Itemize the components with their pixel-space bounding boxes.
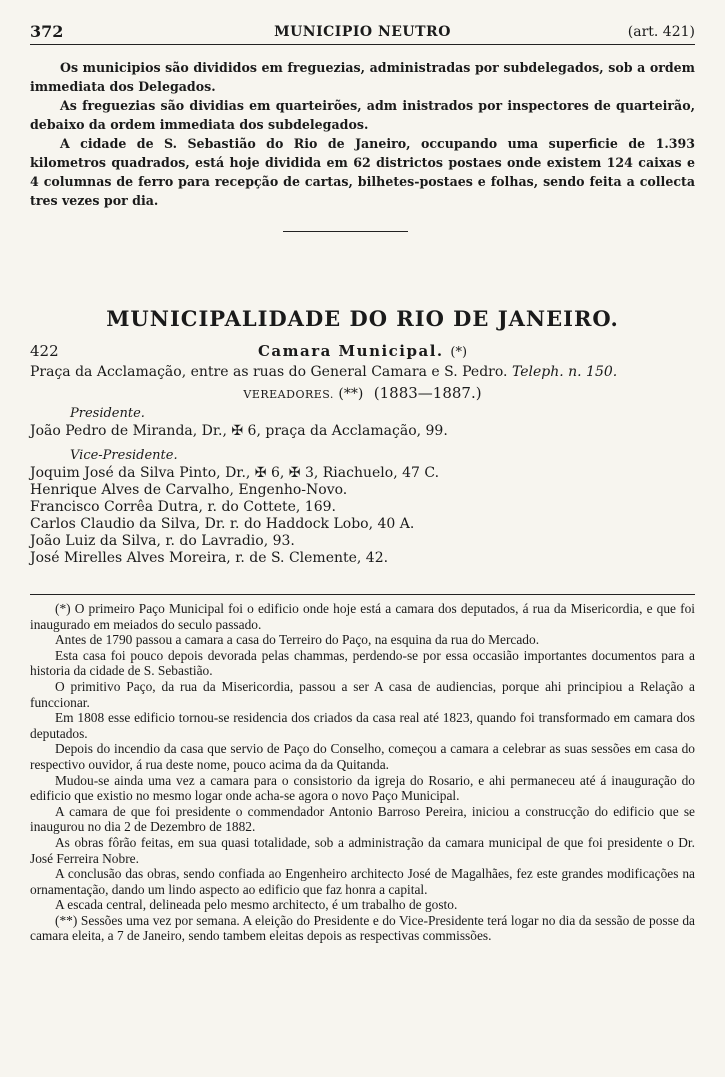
vereadores-heading bbox=[30, 384, 695, 406]
intro-paragraph: A cidade de S. Sebastião do Rio de Janeiro, occupando uma superficie de 1.393 kilometros quadrados, está hoje dividida em 62 districtos postaes onde existem 124 caixas e 4 columnas de ferro para recepção de cartas, bilhetes-postaes e folhas, sendo feita a collecta tres vezes por dia. bbox=[30, 136, 695, 208]
footnote-paragraph: O primitivo Paço, da rua da Misericordia, passou a ser A casa de audiencias, porque ahi principiou a Relação a funccionar. bbox=[30, 678, 695, 710]
vereadores-period: (1883—1887.) bbox=[373, 384, 482, 402]
footnote-paragraph: Esta casa foi pouco depois devorada pelas chammas, perdendo-se por essa occasião importantes documentos para a historia da cidade de S. Sebastião. bbox=[30, 647, 695, 679]
member-line: Francisco Corrêa Dutra, r. do Cottete, 169. bbox=[30, 499, 336, 515]
footnote-paragraph: Em 1808 esse edificio tornou-se residencia dos criados da casa real até 1823, quando foi transformado em camara dos deputados. bbox=[30, 710, 695, 741]
footnote-paragraph: A conclusão das obras, sendo confiada ao Engenheiro architecto José de Magalhães, fez este grandes modificações na ornamentação, dando um lindo aspecto ao edificio que faz honra a capital. bbox=[30, 866, 695, 897]
vereadores-label: VEREADORES. bbox=[243, 388, 334, 401]
entry-address: Praça da Acclamação, entre as ruas do General Camara e S. Pedro. bbox=[30, 364, 508, 380]
directory-entry bbox=[30, 342, 695, 567]
presidente-label: Presidente. bbox=[70, 406, 145, 421]
footnote-paragraph: As obras fôrão feitas, em sua quasi totalidade, sob a administração da camara municipal de que foi presidente o Dr. José Ferreira Nobre. bbox=[30, 834, 695, 866]
footnote-paragraph: A escada central, delineada pelo mesmo architecto, é um trabalho de gosto. bbox=[55, 897, 458, 913]
section-title: MUNICIPALIDADE DO RIO DE JANEIRO. bbox=[106, 306, 619, 331]
vereadores-footnote-mark: (**) bbox=[338, 386, 364, 402]
running-title: MUNICIPIO NEUTRO bbox=[274, 24, 451, 40]
entry-name-footnote-mark: (*) bbox=[450, 345, 468, 360]
member-line: José Mirelles Alves Moreira, r. de S. Clemente, 42. bbox=[30, 550, 389, 566]
footnote-divider bbox=[30, 594, 695, 595]
intro-paragraph: As freguezias são dividias em quarteirões, adm inistrados por inspectores de quarteirão, debaixo da ordem immediata dos subdelegados. bbox=[30, 98, 695, 132]
entry-telephone: Teleph. n. 150. bbox=[511, 364, 618, 380]
footnote-paragraph: A camara de que foi presidente o commendador Antonio Barroso Pereira, iniciou a construcção do edificio que se inaugurou no dia 2 de Dezembro de 1882. bbox=[30, 803, 695, 835]
member-line: Carlos Claudio da Silva, Dr. r. do Haddock Lobo, 40 A. bbox=[30, 516, 415, 532]
footnotes bbox=[30, 601, 695, 944]
presidente-name: João Pedro de Miranda, Dr., ✠ 6, praça da Acclamação, 99. bbox=[30, 423, 448, 439]
member-line: Henrique Alves de Carvalho, Engenho-Novo. bbox=[30, 482, 348, 498]
section-divider bbox=[283, 231, 408, 232]
entry-number: 422 bbox=[30, 342, 59, 360]
page-header bbox=[30, 22, 695, 45]
entry-name-line bbox=[30, 342, 695, 360]
intro-section bbox=[30, 58, 695, 210]
footnote-paragraph: (*) O primeiro Paço Municipal foi o edificio onde hoje está a camara dos deputados, á rua da Misericordia, e que foi inaugurado em meiados do seculo passado. bbox=[30, 601, 695, 632]
footnote-paragraph: Antes de 1790 passou a camara a casa do Terreiro do Paço, na esquina da rua do Mercado. bbox=[55, 632, 540, 648]
vice-presidente-label: Vice-Presidente. bbox=[70, 448, 178, 463]
member-line: João Luiz da Silva, r. do Lavradio, 93. bbox=[30, 533, 295, 549]
page-number: 372 bbox=[30, 22, 64, 41]
footnote-paragraph: Mudou-se ainda uma vez a camara para o consistorio da igreja do Rosario, e ahi permaneceu até á inauguração do edificio que existio no mesmo logar onde acha-se agora o novo Paço Municipal. bbox=[30, 772, 695, 804]
entry-name: Camara Municipal. bbox=[257, 342, 444, 360]
intro-paragraph: Os municipios são divididos em freguezias, administradas por subdelegados, sob a ordem immediata dos Delegados. bbox=[30, 60, 695, 94]
footnote-paragraph: Depois do incendio da casa que servio de Paço do Conselho, começou a camara a celebrar as suas sessões em casa do respectivo ouvidor, á rua deste nome, pouco acima da da Quitanda. bbox=[30, 741, 695, 772]
article-reference: (art. 421) bbox=[627, 24, 695, 40]
entry-heading bbox=[30, 342, 695, 364]
footnote-paragraph: (**) Sessões uma vez por semana. A eleição do Presidente e do Vice-Presidente terá logar no dia da sessão de posse da camara eleita, a 7 de Janeiro, sendo tambem eleitas depois as respectivas commissões. bbox=[30, 912, 695, 944]
member-line: Joquim José da Silva Pinto, Dr., ✠ 6, ✠ 3, Riachuelo, 47 C. bbox=[30, 465, 440, 481]
entry-address-line bbox=[30, 364, 695, 384]
